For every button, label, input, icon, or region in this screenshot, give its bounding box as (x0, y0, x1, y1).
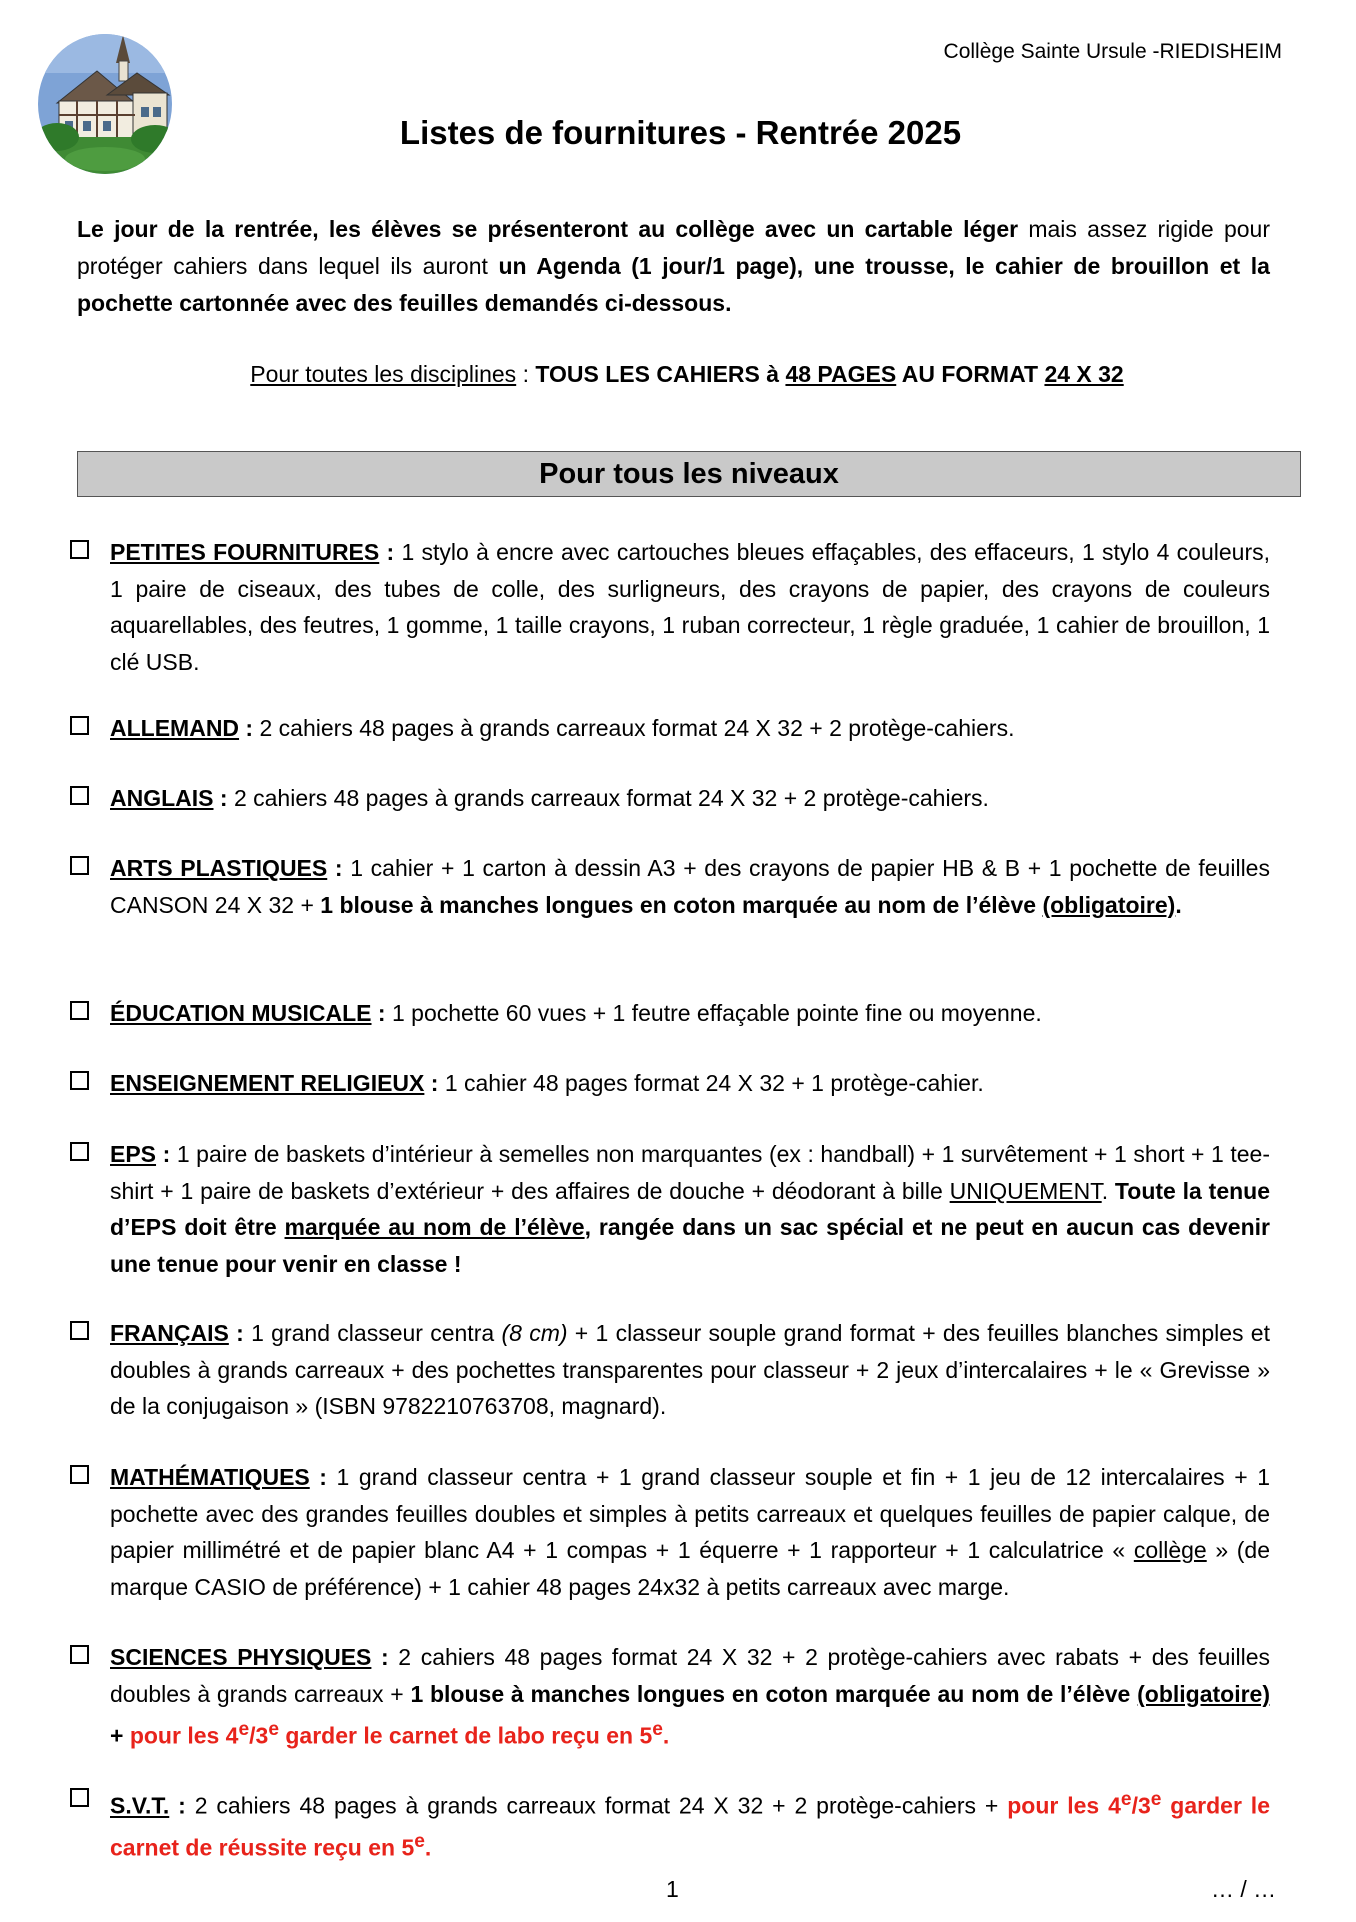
checkbox-education-musicale[interactable] (70, 1001, 89, 1020)
checkbox-enseignement-religieux[interactable] (70, 1071, 89, 1090)
list-item: EPS : 1 paire de baskets d’intérieur à semelles non marquantes (ex : handball) + 1 survêtement + 1 short + 1 tee-shirt + 1 paire de baskets d’extérieur + des affaires de douche + déodorant à bille UNIQUEMENT. Toute la tenue d’EPS doit être marquée au nom de l’élève, rangée dans un sac spécial et ne peut en aucun cas devenir une tenue pour venir en classe ! (110, 1141, 1270, 1277)
checkbox-svt[interactable] (70, 1788, 89, 1807)
continued-marker: … / … (1211, 1876, 1277, 1902)
school-name: Collège Sainte Ursule -RIEDISHEIM (943, 40, 1282, 63)
checkbox-mathematiques[interactable] (70, 1465, 89, 1484)
format-requirement: Pour toutes les disciplines : TOUS LES CAHIERS à 48 PAGES AU FORMAT 24 X 32 (250, 361, 1124, 387)
list-item: ARTS PLASTIQUES : 1 cahier + 1 carton à dessin A3 + des crayons de papier HB & B + 1 pochette de feuilles CANSON 24 X 32 + 1 blouse à manches longues en coton marquée au nom de l’élève (obligatoire). (110, 855, 1270, 918)
checkbox-arts-plastiques[interactable] (70, 856, 89, 875)
checkbox-sciences-physiques[interactable] (70, 1645, 89, 1664)
list-item: ENSEIGNEMENT RELIGIEUX : 1 cahier 48 pages format 24 X 32 + 1 protège-cahier. (110, 1070, 984, 1096)
list-item: S.V.T. : 2 cahiers 48 pages à grands carreaux format 24 X 32 + 2 protège-cahiers + pour les 4e/3e garder le carnet de réussite reçu en 5e. (110, 1789, 1270, 1861)
intro-paragraph: Le jour de la rentrée, les élèves se présenteront au collège avec un cartable léger mais assez rigide pour protéger cahiers dans lequel ils auront un Agenda (1 jour/1 page), une trousse, le cahier de brouillon et la pochette cartonnée avec des feuilles demandés ci-dessous. (77, 216, 1270, 316)
list-item: PETITES FOURNITURES : 1 stylo à encre avec cartouches bleues effaçables, des effaceurs, 1 stylo 4 couleurs, 1 paire de ciseaux, des tubes de colle, des surligneurs, des crayons de papier, des crayons de couleurs aquarellables, des feutres, 1 gomme, 1 taille crayons, 1 ruban correcteur, 1 règle graduée, 1 cahier de brouillon, 1 clé USB. (110, 539, 1271, 675)
school-logo (37, 33, 173, 175)
list-item: ÉDUCATION MUSICALE : 1 pochette 60 vues + 1 feutre effaçable pointe fine ou moyenne. (110, 1000, 1042, 1026)
page-title: Listes de fournitures - Rentrée 2025 (399, 114, 962, 151)
checkbox-anglais[interactable] (70, 786, 89, 805)
list-item: ALLEMAND : 2 cahiers 48 pages à grands carreaux format 24 X 32 + 2 protège-cahiers. (110, 715, 1015, 741)
checkbox-francais[interactable] (70, 1321, 89, 1340)
list-item: ANGLAIS : 2 cahiers 48 pages à grands carreaux format 24 X 32 + 2 protège-cahiers. (110, 785, 989, 811)
list-item: FRANÇAIS : 1 grand classeur centra (8 cm) + 1 classeur souple grand format + des feuilles blanches simples et doubles à grands carreaux + des pochettes transparentes pour classeur + 2 jeux d’intercalaires + le « Grevisse » de la conjugaison » (ISBN 9782210763708, magnard). (110, 1320, 1270, 1419)
checkbox-petites-fournitures[interactable] (70, 540, 89, 559)
page-number: 1 (666, 1876, 679, 1902)
list-item: SCIENCES PHYSIQUES : 2 cahiers 48 pages format 24 X 32 + 2 protège-cahiers avec rabats + des feuilles doubles à grands carreaux + 1 blouse à manches longues en coton marquée au nom de l’élève (obligatoire) + pour les 4e/3e garder le carnet de labo reçu en 5e. (110, 1644, 1270, 1749)
checkbox-allemand[interactable] (70, 716, 89, 735)
section-header: Pour tous les niveaux (77, 451, 1301, 497)
checkbox-eps[interactable] (70, 1142, 89, 1161)
list-item: MATHÉMATIQUES : 1 grand classeur centra + 1 grand classeur souple et fin + 1 jeu de 12 intercalaires + 1 pochette avec des grandes feuilles doubles et simples à petits carreaux et quelques feuilles de papier calque, de papier millimétré et de papier blanc A4 + 1 compas + 1 équerre + 1 rapporteur + 1 calculatrice « collège » (de marque CASIO de préférence) + 1 cahier 48 pages 24x32 à petits carreaux avec marge. (110, 1464, 1270, 1600)
